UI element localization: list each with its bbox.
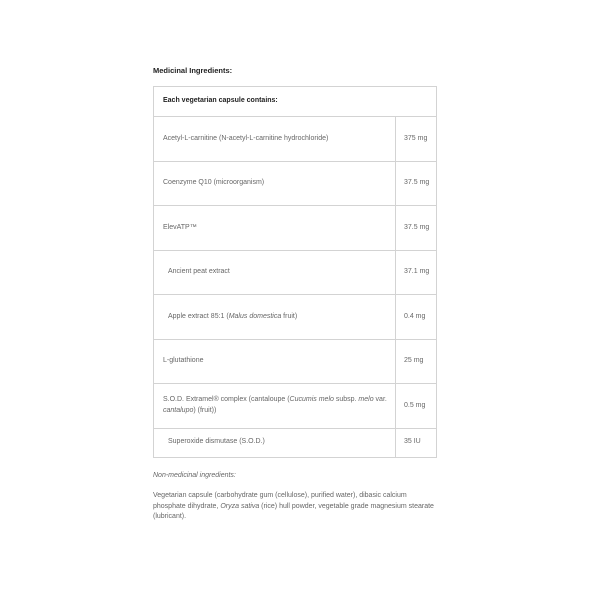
non-medicinal-text-part: (rice) hull powder, vegetable grade magnesium stearate (lubricant). xyxy=(153,502,434,520)
ingredient-amount: 35 IU xyxy=(396,428,437,457)
ingredient-name-part: Apple extract 85:1 ( xyxy=(168,312,229,320)
ingredient-name: Acetyl-L-carnitine (N-acetyl-L-carnitine hydrochloride) xyxy=(154,117,396,162)
ingredient-amount: 0.4 mg xyxy=(396,295,437,340)
ingredient-name: Ancient peat extract xyxy=(154,250,396,295)
section-heading: Medicinal Ingredients: xyxy=(153,66,233,75)
non-medicinal-label: Non-medicinal ingredients: xyxy=(153,472,236,479)
ingredient-amount: 25 mg xyxy=(396,339,437,384)
table-row xyxy=(154,250,437,295)
ingredient-amount: 375 mg xyxy=(396,117,437,162)
table-row xyxy=(154,117,437,162)
table-header-row xyxy=(154,87,437,117)
ingredient-name: Superoxide dismutase (S.O.D.) xyxy=(154,428,396,457)
table-row xyxy=(154,206,437,251)
table-row xyxy=(154,339,437,384)
ingredient-name-part: fruit) xyxy=(281,312,298,320)
non-medicinal-text-part: Vegetarian capsule (carbohydrate gum (cellulose), purified water), dibasic calcium phosphate dihydrate, xyxy=(153,492,407,510)
ingredient-amount: 37.5 mg xyxy=(396,161,437,206)
table-row xyxy=(154,161,437,206)
ingredient-amount: 37.5 mg xyxy=(396,206,437,251)
ingredient-name-part: var. xyxy=(373,396,387,404)
ingredient-latin-name: cantalupo xyxy=(163,406,194,414)
ingredient-latin-name: Cucumis melo xyxy=(289,396,334,404)
ingredient-name xyxy=(154,295,396,340)
table-row xyxy=(154,295,437,340)
ingredient-latin-name: Malus domestica xyxy=(228,312,282,320)
non-medicinal-latin-name: Oryza sativa xyxy=(220,502,260,510)
ingredient-name xyxy=(154,384,396,429)
table-header: Each vegetarian capsule contains: xyxy=(154,87,437,117)
ingredient-name: Coenzyme Q10 (microorganism) xyxy=(154,161,396,206)
non-medicinal-text xyxy=(153,491,438,523)
table-row xyxy=(154,428,437,457)
ingredient-name-part: ) (fruit)) xyxy=(193,406,217,414)
ingredient-amount: 37.1 mg xyxy=(396,250,437,295)
ingredient-name-part: S.O.D. Extramel® complex (cantaloupe ( xyxy=(163,396,290,404)
ingredient-name: L-glutathione xyxy=(154,339,396,384)
ingredient-amount: 0.5 mg xyxy=(396,384,437,429)
ingredient-name: ElevATP™ xyxy=(154,206,396,251)
ingredients-table xyxy=(153,86,437,458)
ingredient-name-part: subsp. xyxy=(333,396,359,404)
ingredient-latin-name: melo xyxy=(358,396,374,404)
table-row xyxy=(154,384,437,429)
